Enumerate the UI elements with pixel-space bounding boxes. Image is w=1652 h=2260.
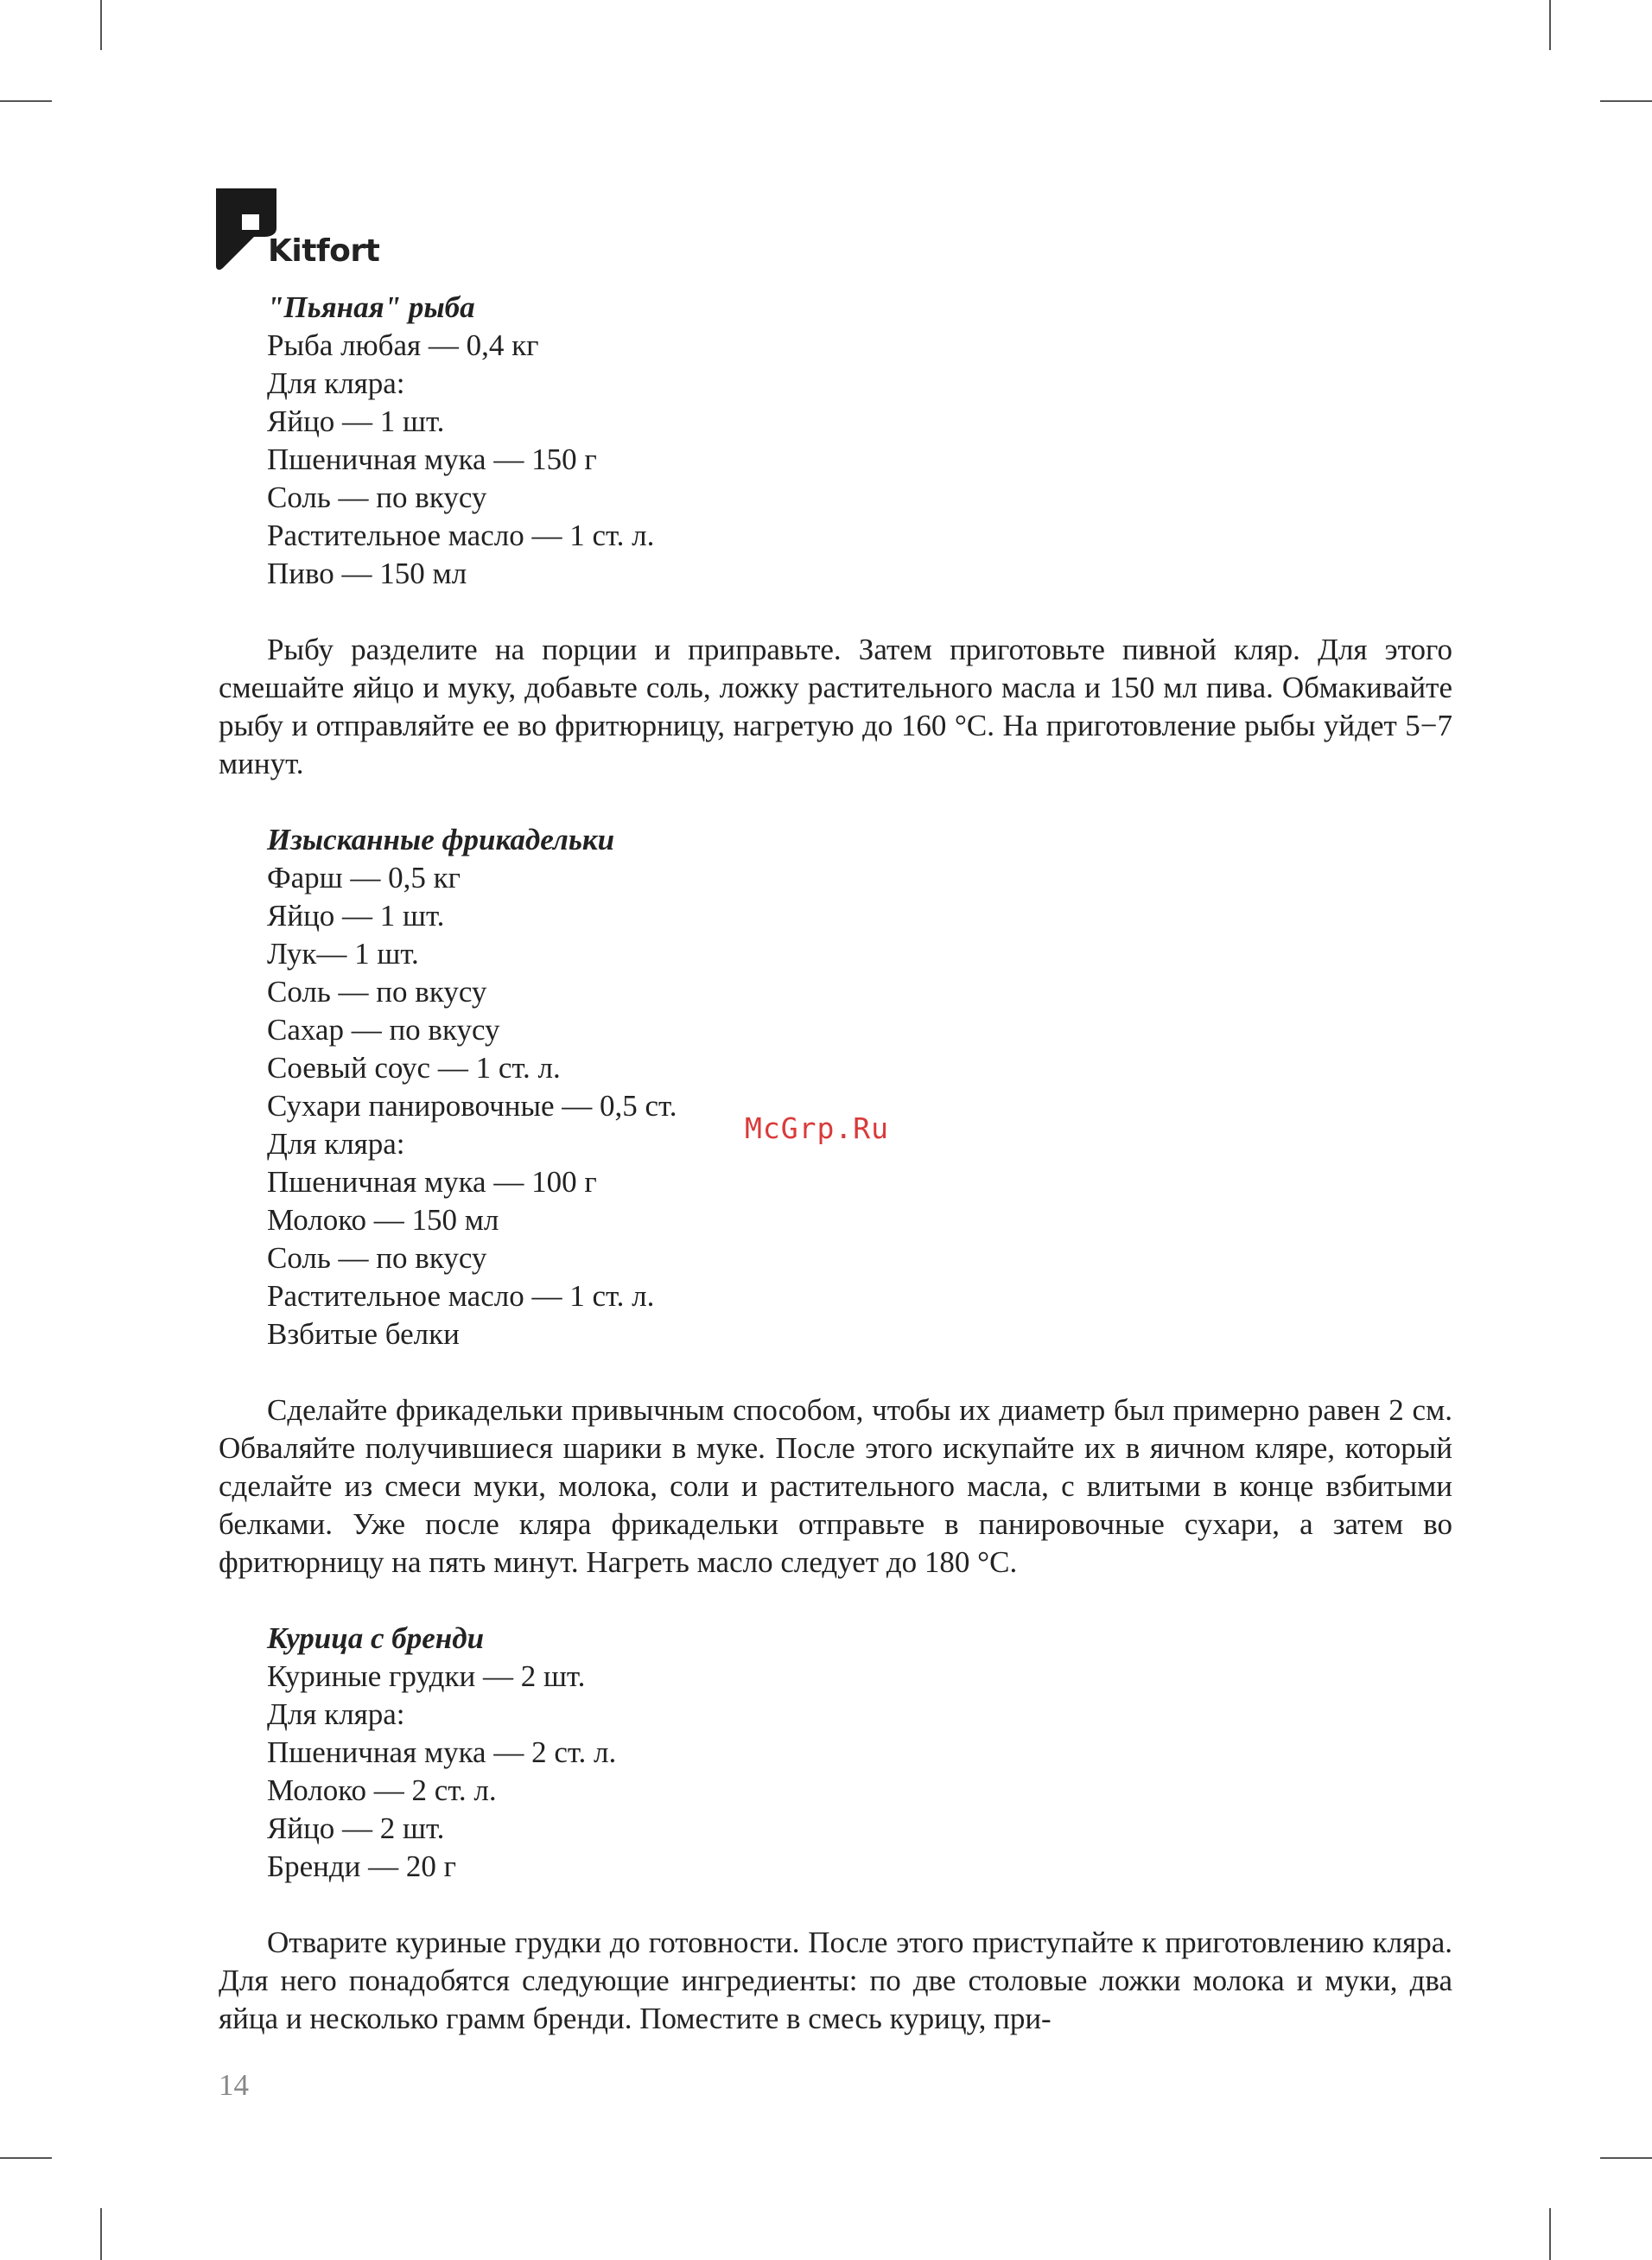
watermark-link[interactable]: McGrp.Ru <box>745 1111 889 1145</box>
instruction-paragraph: Отварите куриные грудки до готовности. После этого приступайте к приготовлению кляра. Для него понадобятся следующие ингредиенты: по две столовые ложки молока и муки, два яйца и несколько грамм бренди. Поместите в смесь курицу, при- <box>219 1926 1452 2035</box>
document-body <box>219 289 1452 2038</box>
crop-mark <box>1549 0 1551 50</box>
ingredient-line: Молоко — 2 ст. л. <box>267 1773 497 1807</box>
ingredient-line: Для кляра: <box>267 1697 405 1731</box>
crop-mark <box>0 100 52 102</box>
ingredient-line: Пшеничная мука — 100 г <box>267 1165 597 1199</box>
crop-mark <box>1600 100 1652 102</box>
brand-name: Kitfort <box>268 233 380 269</box>
ingredient-line: Соль — по вкусу <box>267 481 487 514</box>
ingredient-line: Соевый соус — 1 ст. л. <box>267 1051 561 1085</box>
ingredient-line: Яйцо — 1 шт. <box>267 404 445 438</box>
recipe-title: Изысканные фрикадельки <box>267 823 615 856</box>
crop-mark <box>1600 2157 1652 2159</box>
ingredient-line: Сухари панировочные — 0,5 ст. <box>267 1089 677 1123</box>
brand-logo <box>216 188 380 276</box>
ingredient-line: Растительное масло — 1 ст. л. <box>267 1279 655 1313</box>
ingredient-line: Соль — по вкусу <box>267 1241 487 1275</box>
ingredient-line: Пшеничная мука — 150 г <box>267 442 597 476</box>
ingredient-line: Яйцо — 2 шт. <box>267 1811 445 1845</box>
ingredient-line: Соль — по вкусу <box>267 975 487 1009</box>
ingredient-line: Пшеничная мука — 2 ст. л. <box>267 1735 617 1769</box>
crop-mark <box>100 0 102 50</box>
ingredient-line: Лук— 1 шт. <box>267 937 419 971</box>
ingredient-line: Пиво — 150 мл <box>267 557 467 590</box>
instruction-paragraph: Рыбу разделите на порции и приправьте. Затем приготовьте пивной кляр. Для этого смешайте яйцо и муку, добавьте соль, ложку растительного масла и 150 мл пива. Обмакивайте рыбу и отправляйте ее во фритюрницу, нагретую до 160 °С. На приготовление рыбы уйдет 5−7 минут. <box>219 633 1452 780</box>
ingredient-line: Для кляра: <box>267 1127 405 1161</box>
ingredient-line: Фарш — 0,5 кг <box>267 861 461 894</box>
recipe-title: Курица с бренди <box>267 1621 485 1655</box>
recipe-block <box>267 1620 1452 1886</box>
ingredient-line: Растительное масло — 1 ст. л. <box>267 519 655 552</box>
crop-mark <box>0 2157 52 2159</box>
crop-mark <box>100 2208 102 2260</box>
ingredient-line: Сахар — по вкусу <box>267 1013 500 1047</box>
ingredient-line: Рыба любая — 0,4 кг <box>267 328 539 362</box>
instruction-paragraph: Сделайте фрикадельки привычным способом, чтобы их диаметр был примерно равен 2 см. Обваляйте получившиеся шарики в муке. После этого искупайте их в яичном кляре, который сделайте из смеси муки, молока, соли и растительного масла, с влитыми в конце взбитыми белками. Уже после кляра фрикадельки отправьте в панировочные сухари, а затем во фритюрницу на пять минут. Нагреть масло следует до 180 °С. <box>219 1393 1452 1579</box>
ingredient-line: Для кляра: <box>267 366 405 400</box>
page-number: 14 <box>219 2068 249 2102</box>
crop-mark <box>1549 2208 1551 2260</box>
recipe-title: "Пьяная" рыба <box>267 290 475 324</box>
recipe-block <box>267 289 1452 593</box>
recipe-block <box>267 821 1452 1353</box>
ingredient-line: Взбитые белки <box>267 1317 460 1351</box>
ingredient-line: Куриные грудки — 2 шт. <box>267 1659 586 1693</box>
ingredient-line: Бренди — 20 г <box>267 1849 457 1883</box>
ingredient-line: Молоко — 150 мл <box>267 1203 499 1237</box>
ingredient-line: Яйцо — 1 шт. <box>267 899 445 933</box>
